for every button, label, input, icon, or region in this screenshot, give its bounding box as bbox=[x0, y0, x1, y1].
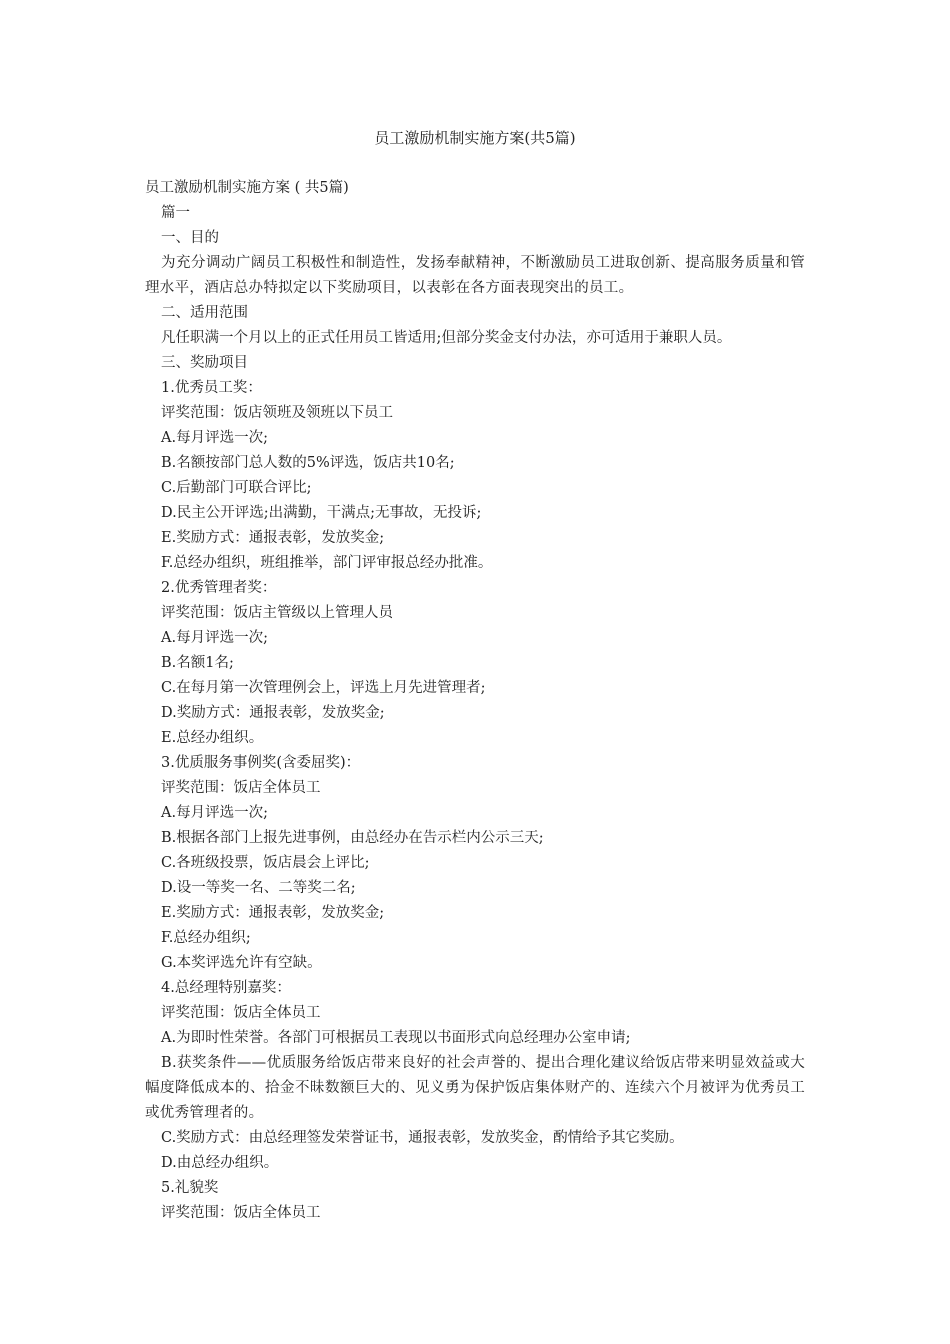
award-item: C.各班级投票，饭店晨会上评比; bbox=[161, 855, 370, 871]
document-heading: 员工激励机制实施方案 ( 共5篇) bbox=[145, 180, 349, 196]
award-scope: 评奖范围：饭店全体员工 bbox=[161, 780, 321, 796]
part-label: 篇一 bbox=[161, 205, 190, 221]
section-title-awards: 三、奖励项目 bbox=[161, 355, 248, 371]
section-text-scope: 凡任职满一个月以上的正式任用员工皆适用;但部分奖金支付办法，亦可适用于兼职人员。 bbox=[161, 330, 732, 346]
award-item: A.每月评选一次; bbox=[161, 805, 268, 821]
award-item: D.设一等奖一名、二等奖二名; bbox=[161, 880, 356, 896]
award-item: D.由总经办组织。 bbox=[161, 1155, 279, 1171]
award-item: C.奖励方式：由总经理签发荣誉证书，通报表彰，发放奖金，酌情给予其它奖励。 bbox=[161, 1130, 684, 1146]
award-item: C.在每月第一次管理例会上，评选上月先进管理者; bbox=[161, 680, 486, 696]
section-text-purpose: 为充分调动广阔员工积极性和制造性，发扬奉献精神，不断激励员工进取创新、提高服务质量和管理水平，酒店总办特拟定以下奖励项目，以表彰在各方面表现突出的员工。 bbox=[145, 255, 805, 296]
award-item: F.总经办组织; bbox=[161, 930, 251, 946]
award-item: B.获奖条件——优质服务给饭店带来良好的社会声誉的、提出合理化建议给饭店带来明显效益或大幅度降低成本的、拾金不昧数额巨大的、见义勇为保护饭店集体财产的、连续六个月被评为优秀员工或优秀管理者的。 bbox=[145, 1055, 805, 1121]
award-title: 4.总经理特别嘉奖： bbox=[161, 980, 291, 996]
award-scope: 评奖范围：饭店全体员工 bbox=[161, 1205, 321, 1221]
award-title: 5.礼貌奖 bbox=[161, 1180, 219, 1196]
section-title-scope: 二、适用范围 bbox=[161, 305, 248, 321]
award-item: A.为即时性荣誉。各部门可根据员工表现以书面形式向总经理办公室申请; bbox=[161, 1030, 631, 1046]
award-title: 1.优秀员工奖： bbox=[161, 380, 262, 396]
section-title-purpose: 一、目的 bbox=[161, 230, 219, 246]
award-item: D.奖励方式：通报表彰，发放奖金; bbox=[161, 705, 385, 721]
award-item: A.每月评选一次; bbox=[161, 430, 268, 446]
award-item: C.后勤部门可联合评比; bbox=[161, 480, 312, 496]
page-title: 员工激励机制实施方案(共5篇) bbox=[374, 129, 576, 147]
award-item: B.根据各部门上报先进事例，由总经办在告示栏内公示三天; bbox=[161, 830, 544, 846]
award-title: 3.优质服务事例奖(含委屈奖)： bbox=[161, 755, 361, 771]
award-title: 2.优秀管理者奖： bbox=[161, 580, 277, 596]
award-item: G.本奖评选允许有空缺。 bbox=[161, 955, 322, 971]
award-scope: 评奖范围：饭店主管级以上管理人员 bbox=[161, 605, 393, 621]
award-item: D.民主公开评选;出满勤，干满点;无事故，无投诉; bbox=[161, 505, 482, 521]
award-item: F.总经办组织，班组推举，部门评审报总经办批准。 bbox=[161, 555, 493, 571]
award-item: B.名额1名; bbox=[161, 655, 234, 671]
award-item: E.奖励方式：通报表彰，发放奖金; bbox=[161, 530, 385, 546]
award-scope: 评奖范围：饭店领班及领班以下员工 bbox=[161, 405, 393, 421]
award-item: E.奖励方式：通报表彰，发放奖金; bbox=[161, 905, 385, 921]
document-body bbox=[145, 176, 805, 1226]
award-scope: 评奖范围：饭店全体员工 bbox=[161, 1005, 321, 1021]
award-item: E.总经办组织。 bbox=[161, 730, 264, 746]
award-item: A.每月评选一次; bbox=[161, 630, 268, 646]
award-item: B.名额按部门总人数的5%评选，饭店共10名; bbox=[161, 455, 455, 471]
